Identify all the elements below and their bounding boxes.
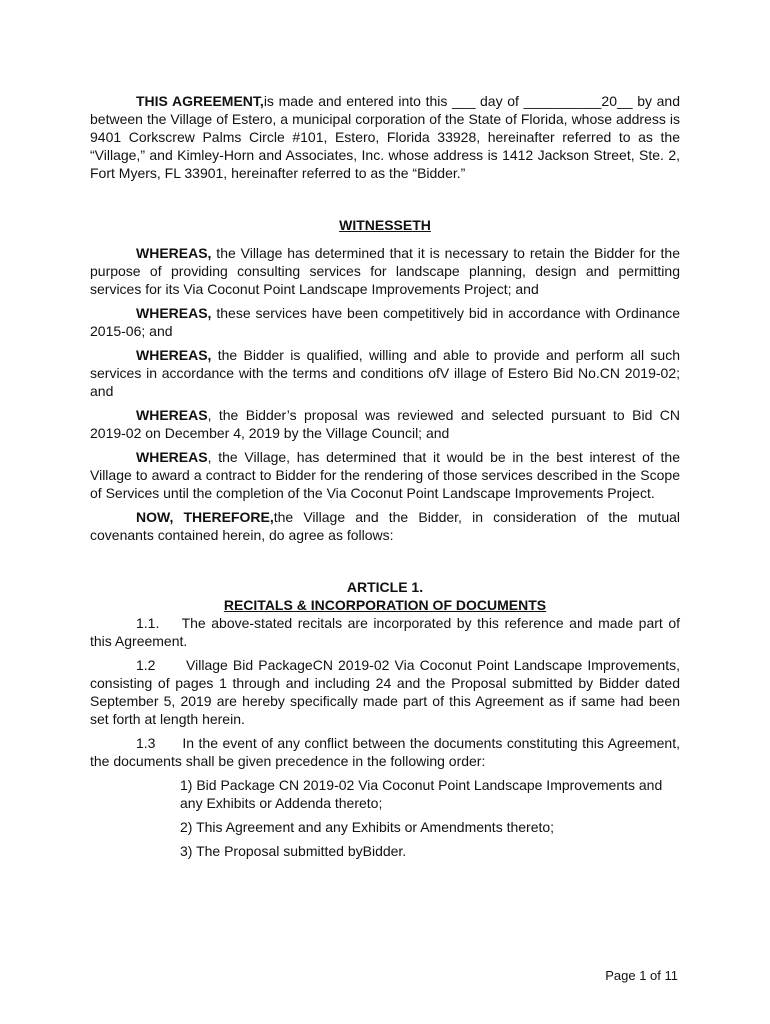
whereas-lead: WHEREAS (136, 407, 208, 423)
section-1-1 (90, 614, 680, 650)
whereas-text: these services have been competitively bid in accordance with Ordinance 2015-06; and (90, 305, 680, 339)
whereas-paragraph-2 (90, 304, 680, 340)
whereas-text: , the Village, has determined that it would be in the best interest of the Village to award a contract to Bidder for the rendering of those services described in the Scope of Services until the completion of the Via Coconut Point Landscape Improvements Project. (90, 449, 680, 501)
section-number: 1.1. (136, 615, 160, 631)
section-text: In the event of any conflict between the documents constituting this Agreement, the documents shall be given precedence in the following order: (90, 735, 680, 769)
whereas-paragraph-1 (90, 244, 680, 298)
section-1-2 (90, 656, 680, 728)
section-text: The above-stated recitals are incorporated by this reference and made part of this Agreement. (90, 615, 681, 649)
witnesseth-label: WITNESSETH (339, 217, 431, 233)
now-therefore-paragraph (90, 508, 680, 544)
precedence-item-2: 2) This Agreement and any Exhibits or Amendments thereto; (180, 819, 555, 835)
article-number-label: ARTICLE 1. (346, 579, 424, 595)
page-number: Page 1 of 11 (605, 968, 678, 983)
article-title-label: RECITALS & INCORPORATION OF DOCUMENTS (223, 597, 547, 613)
whereas-lead: WHEREAS (136, 449, 208, 465)
whereas-paragraph-4 (90, 406, 680, 442)
intro-text: is made and entered into this ___ day of __________20__ by and between the Village of Estero, a municipal corporation of the State of Florida, whose address is 9401 Corkscrew Palms Circle #101, Estero, Florida 33928, hereinafter referred to as the “Village,” and Kimley-Horn and Associates, Inc. whose address is 1412 Jackson Street, Ste. 2, Fort Myers, FL 33901, hereinafter referred to as the “Bidder.” (90, 93, 681, 181)
section-1-3 (90, 734, 680, 770)
precedence-item-1: 1) Bid Package CN 2019-02 Via Coconut Point Landscape Improvements and any Exhibits or Addenda thereto; (180, 777, 663, 811)
whereas-text: the Bidder is qualified, willing and able to provide and perform all such services in accordance with the terms and conditions ofV illage of Estero Bid No.CN 2019-02; and (90, 347, 680, 399)
intro-paragraph (90, 92, 680, 182)
section-number: 1.3 (136, 735, 156, 751)
whereas-lead: WHEREAS, (136, 245, 212, 261)
whereas-lead: WHEREAS, (136, 305, 212, 321)
now-therefore-text: the Village and the Bidder, in consideration of the mutual covenants contained herein, do agree as follows: (90, 509, 681, 543)
whereas-text: , the Bidder’s proposal was reviewed and selected pursuant to Bid CN 2019-02 on December 4, 2019 by the Village Council; and (90, 407, 680, 441)
article-number (90, 578, 680, 596)
section-text: Village Bid PackageCN 2019-02 Via Coconut Point Landscape Improvements, consisting of pages 1 through and including 24 and the Proposal submitted by Bidder dated September 5, 2019 are hereby specifically made part of this Agreement as if same had been set forth at length herein. (90, 657, 680, 727)
witnesseth-heading (90, 216, 680, 234)
whereas-text: the Village has determined that it is necessary to retain the Bidder for the purpose of providing consulting services for landscape planning, design and permitting services for its Via Coconut Point Landscape Improvements Project; and (90, 245, 680, 297)
article-title (90, 596, 680, 614)
whereas-paragraph-5 (90, 448, 680, 502)
whereas-lead: WHEREAS, (136, 347, 212, 363)
whereas-paragraph-3 (90, 346, 680, 400)
intro-lead: THIS AGREEMENT, (136, 93, 264, 109)
document-body (90, 92, 680, 860)
now-therefore-lead: NOW, THEREFORE, (136, 509, 274, 525)
precedence-item-3: 3) The Proposal submitted byBidder. (180, 843, 407, 859)
section-number: 1.2 (136, 657, 156, 673)
